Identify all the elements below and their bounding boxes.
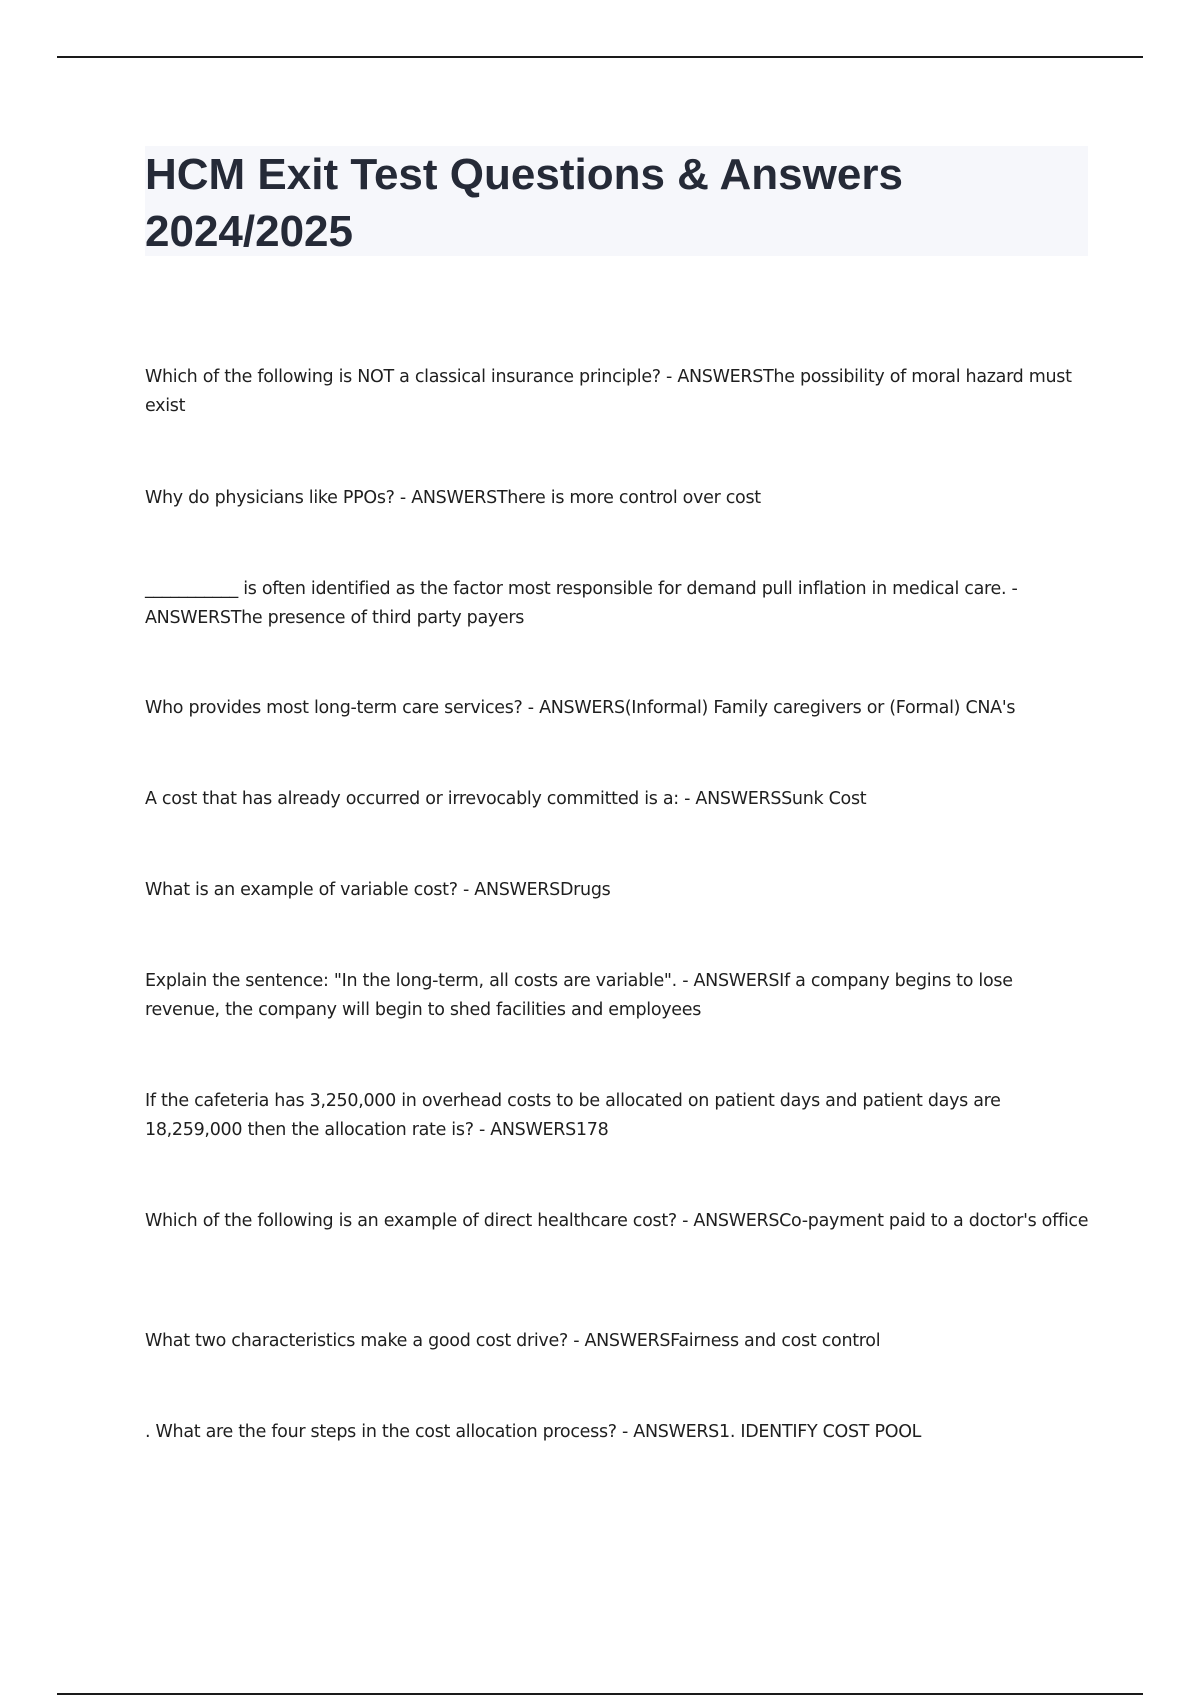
qa-item: What is an example of variable cost? - ANSWERSDrugs [145, 879, 611, 900]
qa-item: Explain the sentence: "In the long-term, all costs are variable". - ANSWERSIf a company begins to lose revenue, the company will begin to shed facilities and employees [145, 970, 1013, 1020]
qa-item: A cost that has already occurred or irrevocably committed is a: - ANSWERSSunk Cost [145, 788, 867, 809]
qa-item: Which of the following is NOT a classical insurance principle? - ANSWERSThe possibility of moral hazard must exist [145, 366, 1072, 416]
top-rule [57, 56, 1143, 58]
title-block [145, 146, 1088, 256]
qa-item: Which of the following is an example of direct healthcare cost? - ANSWERSCo-payment paid to a doctor's office [145, 1210, 1089, 1231]
bottom-rule [57, 1693, 1143, 1695]
qa-item: What two characteristics make a good cost drive? - ANSWERSFairness and cost control [145, 1330, 881, 1351]
qa-item: If the cafeteria has 3,250,000 in overhead costs to be allocated on patient days and patient days are 18,259,000 then the allocation rate is? - ANSWERS178 [145, 1090, 1001, 1140]
qa-item: Who provides most long-term care services? - ANSWERS(Informal) Family caregivers or (Formal) CNA's [145, 697, 1016, 718]
qa-item: ___________ is often identified as the factor most responsible for demand pull inflation in medical care. - ANSWERSThe presence of third party payers [145, 578, 1018, 628]
qa-item: . What are the four steps in the cost allocation process? - ANSWERS1. IDENTIFY COST POOL [145, 1421, 922, 1442]
document-title: HCM Exit Test Questions & Answers 2024/2025 [145, 150, 903, 256]
qa-item: Why do physicians like PPOs? - ANSWERSThere is more control over cost [145, 487, 761, 508]
